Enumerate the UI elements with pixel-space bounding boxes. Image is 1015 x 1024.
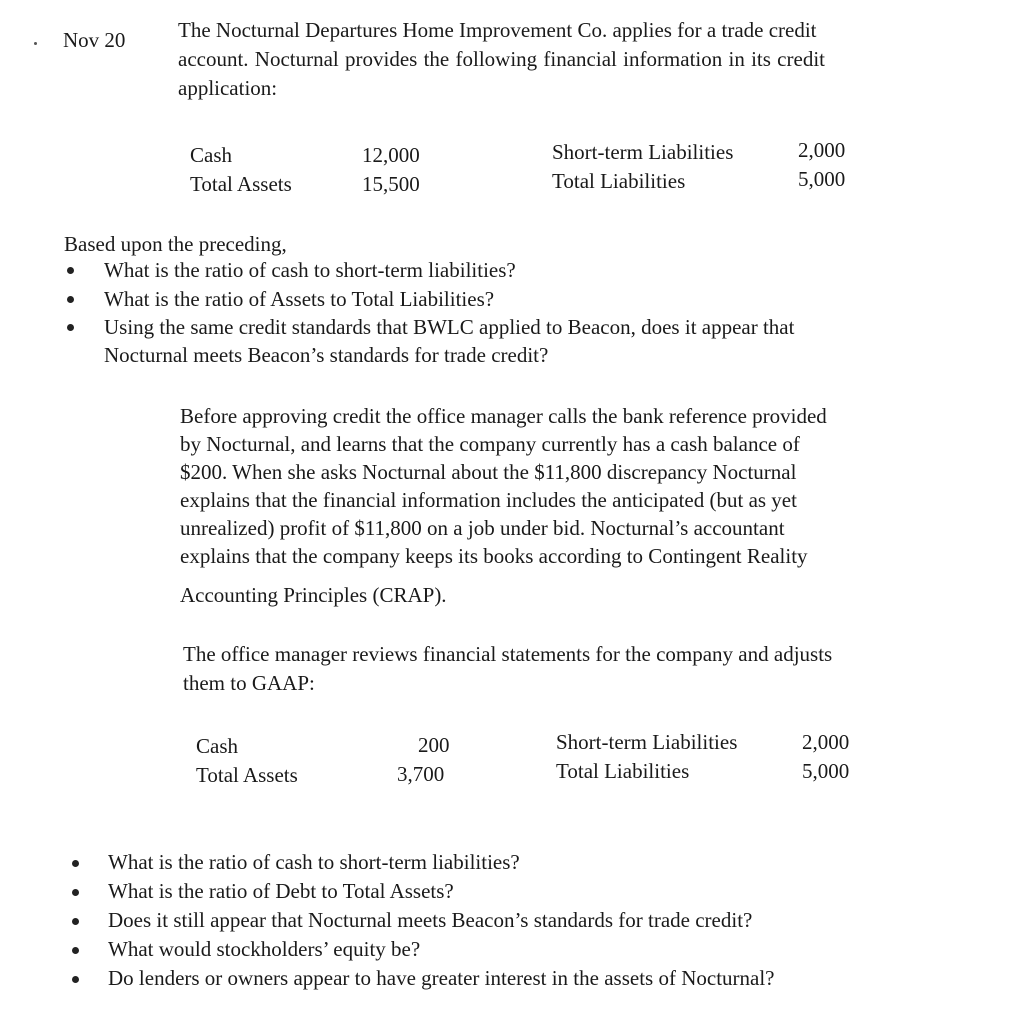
p1-line-5: unrealized) profit of $11,800 on a job under bid. Nocturnal’s accountant bbox=[180, 516, 785, 540]
t1-tl-label: Total Liabilities bbox=[552, 169, 686, 193]
p1-line-7: Accounting Principles (CRAP). bbox=[180, 583, 447, 607]
bullet-icon bbox=[72, 860, 79, 867]
p2-line-2: them to GAAP: bbox=[183, 671, 315, 695]
q2-item-2: What is the ratio of Debt to Total Assets? bbox=[108, 879, 454, 903]
bullet-icon bbox=[67, 324, 74, 331]
t1-total-assets-value: 15,500 bbox=[362, 172, 420, 196]
q1-item-2: What is the ratio of Assets to Total Liabilities? bbox=[104, 287, 495, 311]
questions1-lead: Based upon the preceding, bbox=[64, 232, 287, 256]
intro-line-1: The Nocturnal Departures Home Improvement Co. applies for a trade credit bbox=[178, 18, 817, 42]
t2-tl-label: Total Liabilities bbox=[556, 759, 690, 783]
t1-total-assets-label: Total Assets bbox=[190, 172, 292, 196]
q1-item-3-cont: Nocturnal meets Beacon’s standards for trade credit? bbox=[104, 343, 549, 367]
t2-stl-label: Short-term Liabilities bbox=[556, 730, 738, 754]
q2-item-3: Does it still appear that Nocturnal meets Beacon’s standards for trade credit? bbox=[108, 908, 753, 932]
bullet-icon bbox=[67, 267, 74, 274]
q2-item-1: What is the ratio of cash to short-term liabilities? bbox=[108, 850, 520, 874]
intro-line-2: account. Nocturnal provides the following financial information in its credit bbox=[178, 47, 825, 71]
bullet-icon bbox=[67, 296, 74, 303]
t2-total-assets-value: 3,700 bbox=[397, 762, 445, 786]
t1-tl-value: 5,000 bbox=[798, 167, 846, 191]
q1-item-1: What is the ratio of cash to short-term liabilities? bbox=[104, 258, 516, 282]
p1-line-3: $200. When she asks Nocturnal about the $11,800 discrepancy Nocturnal bbox=[180, 460, 797, 484]
intro-line-3: application: bbox=[178, 76, 278, 100]
t1-cash-label: Cash bbox=[190, 143, 232, 167]
t1-stl-label: Short-term Liabilities bbox=[552, 140, 734, 164]
p1-line-4: explains that the financial information includes the anticipated (but as yet bbox=[180, 488, 797, 512]
q2-item-4: What would stockholders’ equity be? bbox=[108, 937, 421, 961]
bullet-icon bbox=[72, 976, 79, 983]
bullet-icon bbox=[72, 947, 79, 954]
q1-item-3: Using the same credit standards that BWLC applied to Beacon, does it appear that bbox=[104, 315, 795, 339]
t2-total-assets-label: Total Assets bbox=[196, 763, 298, 787]
p2-line-1: The office manager reviews financial statements for the company and adjusts bbox=[183, 642, 833, 666]
t2-stl-value: 2,000 bbox=[802, 730, 850, 754]
q2-item-5: Do lenders or owners appear to have greater interest in the assets of Nocturnal? bbox=[108, 966, 775, 990]
scan-speck bbox=[34, 42, 37, 45]
bullet-icon bbox=[72, 918, 79, 925]
bullet-icon bbox=[72, 889, 79, 896]
p1-line-6: explains that the company keeps its books according to Contingent Reality bbox=[180, 544, 808, 568]
t2-tl-value: 5,000 bbox=[802, 759, 850, 783]
t1-stl-value: 2,000 bbox=[798, 138, 846, 162]
p1-line-1: Before approving credit the office manager calls the bank reference provided bbox=[180, 404, 827, 428]
t2-cash-label: Cash bbox=[196, 734, 238, 758]
entry-date: Nov 20 bbox=[63, 28, 126, 52]
t2-cash-value: 200 bbox=[418, 733, 450, 757]
t1-cash-value: 12,000 bbox=[362, 143, 420, 167]
p1-line-2: by Nocturnal, and learns that the company currently has a cash balance of bbox=[180, 432, 800, 456]
